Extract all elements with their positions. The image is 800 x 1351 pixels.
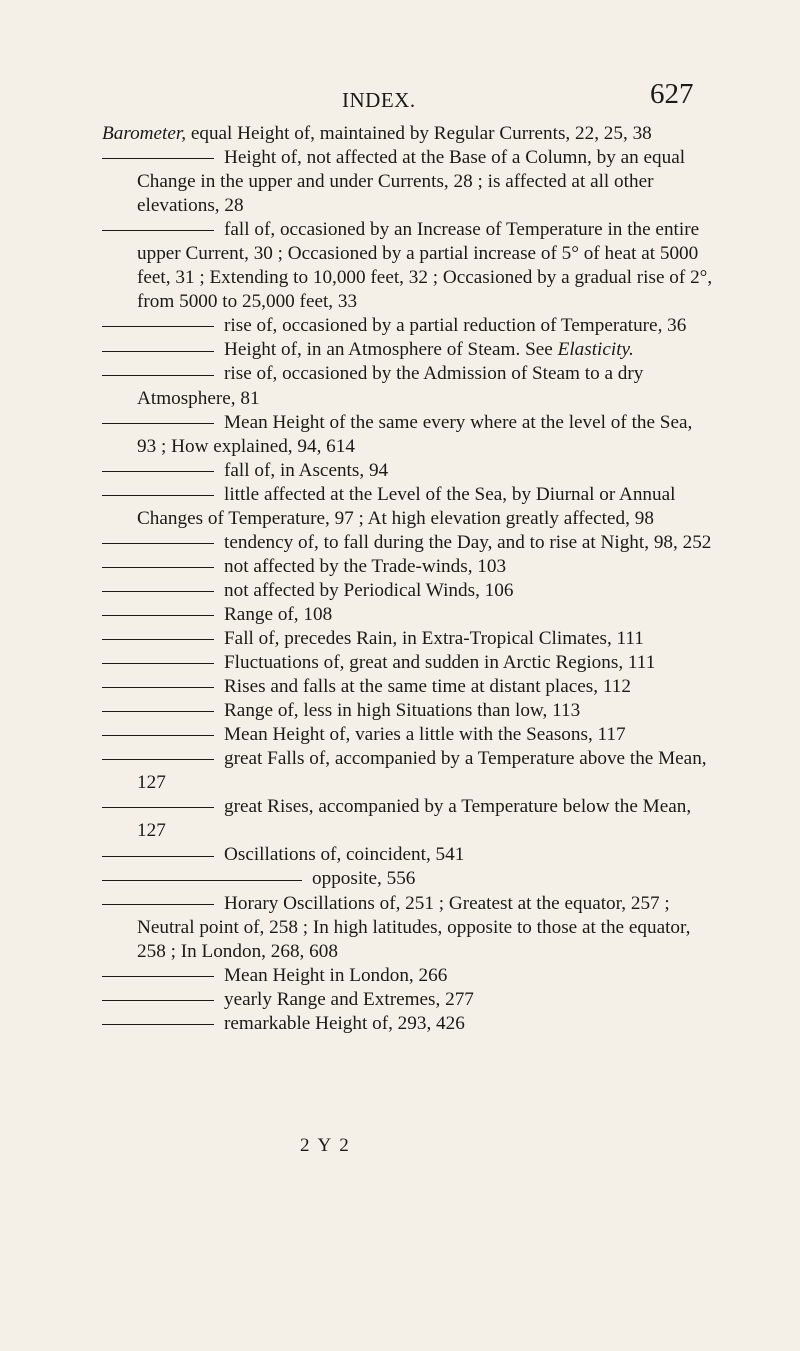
- ditto-dash: [102, 591, 214, 592]
- index-subentry: [102, 988, 714, 1012]
- index-subentry: [102, 843, 714, 867]
- index-subentry: [102, 675, 714, 699]
- ditto-dash: [102, 230, 214, 231]
- index-entries: [102, 122, 714, 1036]
- ditto-dash: [102, 495, 214, 496]
- entry-text: Horary Oscillations of, 251 ; Greatest at the equator, 257 ; Neutral point of, 258 ; In high latitudes, opposite to those at the equator, 258 ; In London, 268, 608: [137, 892, 691, 962]
- index-subentry: [102, 483, 714, 531]
- index-subentry: [102, 867, 714, 891]
- signature-mark: 2 Y 2: [300, 1135, 351, 1156]
- ditto-dash: [102, 471, 214, 472]
- ditto-dash: [102, 1000, 214, 1001]
- index-subentry: [102, 964, 714, 988]
- entry-text: fall of, in Ascents, 94: [224, 459, 389, 481]
- entry-text: Fluctuations of, great and sudden in Arctic Regions, 111: [224, 652, 656, 674]
- page-number: 627: [650, 78, 694, 110]
- index-subentry: [102, 146, 714, 218]
- entry-text: Mean Height in London, 266: [224, 964, 448, 986]
- index-subentry: [102, 314, 714, 338]
- ditto-dash: [102, 807, 214, 808]
- entry-text: Oscillations of, coincident, 541: [224, 844, 465, 866]
- entry-text: Range of, 108: [224, 603, 333, 625]
- entry-term: Barometer,: [102, 123, 187, 144]
- index-subentry: [102, 531, 714, 555]
- ditto-dash: [102, 375, 214, 376]
- entry-text: Height of, not affected at the Base of a Column, by an equal Change in the upper and under Currents, 28 ; is affected at all other elevations, 28: [137, 147, 686, 217]
- index-subentry: [102, 723, 714, 747]
- index-subentry: [102, 892, 714, 964]
- ditto-dash: [102, 423, 214, 424]
- index-subentry: [102, 218, 714, 314]
- entry-text: fall of, occasioned by an Increase of Temperature in the entire upper Current, 30 ; Occasioned by a partial increase of 5° of heat at 5000 feet, 31 ; Extending to 10,000 feet, 32 ; Occasioned by a gradual rise of 2°, from 5000 to 25,000 feet, 33: [137, 219, 713, 313]
- entry-text: Height of, in an Atmosphere of Steam. See: [224, 339, 558, 361]
- ditto-dash: [102, 759, 214, 760]
- entry-text: Mean Height of the same every where at the level of the Sea, 93 ; How explained, 94, 614: [137, 411, 693, 457]
- ditto-dash: [102, 687, 214, 688]
- ditto-dash: [102, 880, 302, 881]
- entry-text: great Falls of, accompanied by a Temperature above the Mean, 127: [137, 748, 707, 794]
- ditto-dash: [102, 158, 214, 159]
- index-subentry: [102, 627, 714, 651]
- index-subentry: [102, 603, 714, 627]
- ditto-dash: [102, 856, 214, 857]
- ditto-dash: [102, 326, 214, 327]
- cross-reference: Elasticity.: [557, 339, 634, 361]
- entry-text: Rises and falls at the same time at distant places, 112: [224, 676, 631, 698]
- ditto-dash: [102, 904, 214, 905]
- index-subentry: [102, 459, 714, 483]
- index-subentry: [102, 747, 714, 795]
- entry-text: opposite, 556: [312, 868, 416, 890]
- index-entry-main: [102, 122, 714, 146]
- ditto-dash: [102, 567, 214, 568]
- entry-text: tendency of, to fall during the Day, and to rise at Night, 98, 252: [224, 531, 712, 553]
- index-subentry: [102, 699, 714, 723]
- entry-text: not affected by the Trade-winds, 103: [224, 555, 507, 577]
- ditto-dash: [102, 663, 214, 664]
- ditto-dash: [102, 976, 214, 977]
- entry-text: remarkable Height of, 293, 426: [224, 1012, 465, 1034]
- index-subentry: [102, 411, 714, 459]
- index-subentry: [102, 579, 714, 603]
- page-header-title: INDEX.: [342, 88, 416, 112]
- entry-text: Mean Height of, varies a little with the Seasons, 117: [224, 724, 626, 746]
- entry-text: equal Height of, maintained by Regular Currents, 22, 25, 38: [186, 123, 652, 144]
- entry-text: Fall of, precedes Rain, in Extra-Tropical Climates, 111: [224, 627, 644, 649]
- entry-text: little affected at the Level of the Sea, by Diurnal or Annual Changes of Temperature, 97 ; At high elevation greatly affected, 98: [137, 483, 676, 529]
- ditto-dash: [102, 543, 214, 544]
- entry-text: Range of, less in high Situations than low, 113: [224, 700, 581, 722]
- entry-text: not affected by Periodical Winds, 106: [224, 579, 514, 601]
- ditto-dash: [102, 615, 214, 616]
- ditto-dash: [102, 1024, 214, 1025]
- entry-text: rise of, occasioned by a partial reduction of Temperature, 36: [224, 315, 687, 337]
- index-subentry: [102, 338, 714, 362]
- index-subentry: [102, 362, 714, 410]
- entry-text: rise of, occasioned by the Admission of Steam to a dry Atmosphere, 81: [137, 363, 644, 409]
- ditto-dash: [102, 351, 214, 352]
- index-subentry: [102, 1012, 714, 1036]
- entry-text: yearly Range and Extremes, 277: [224, 988, 474, 1010]
- ditto-dash: [102, 735, 214, 736]
- index-subentry: [102, 555, 714, 579]
- index-subentry: [102, 651, 714, 675]
- entry-text: great Rises, accompanied by a Temperature below the Mean, 127: [137, 796, 692, 842]
- ditto-dash: [102, 711, 214, 712]
- index-subentry: [102, 795, 714, 843]
- ditto-dash: [102, 639, 214, 640]
